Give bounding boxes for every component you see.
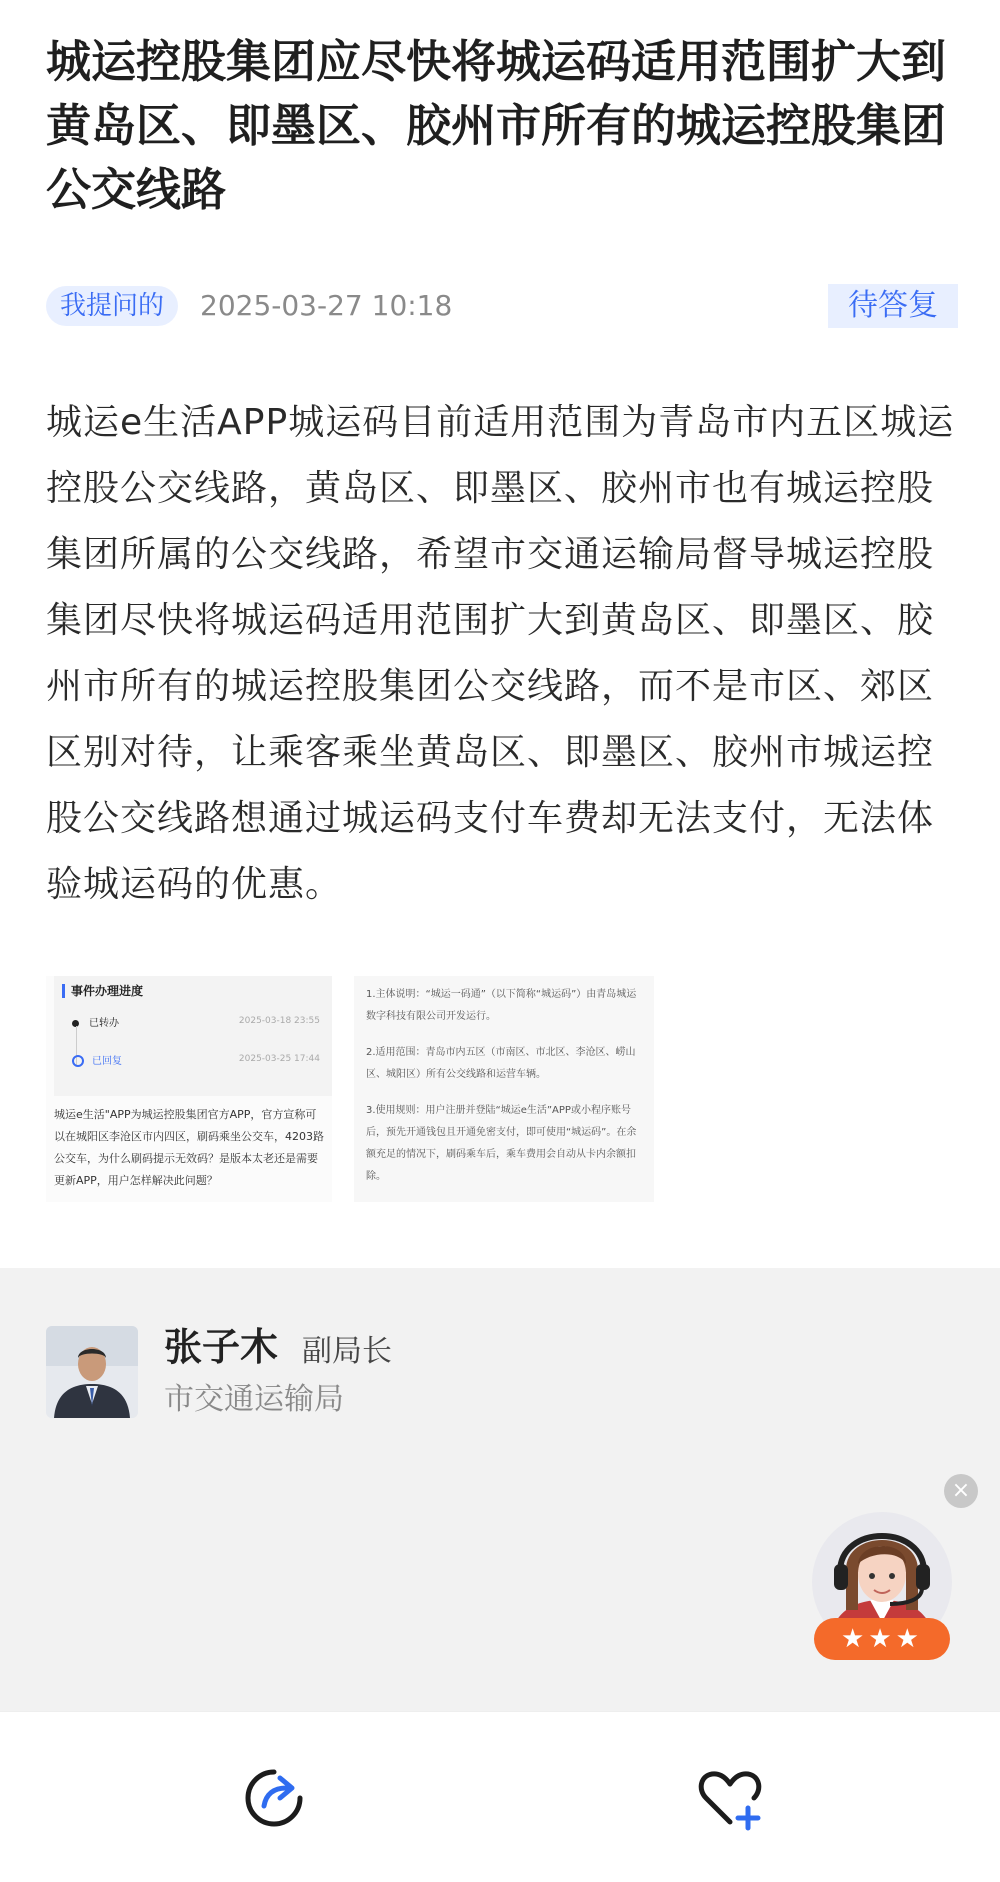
- question-datetime: 2025-03-27 10:18: [200, 289, 453, 322]
- responder-avatar: [46, 1326, 138, 1418]
- rule-item: 2.适用范围：青岛市内五区（市南区、市北区、李沧区、崂山区、城阳区）所有公交线路和运营车辆。: [366, 1047, 636, 1080]
- progress-step-transferred: 已转办: [72, 1014, 119, 1029]
- heart-plus-icon[interactable]: [696, 1764, 764, 1832]
- step-date: 2025-03-25 17:44: [238, 1054, 320, 1064]
- attachment-image-1[interactable]: [46, 976, 332, 1202]
- responder-role: 副局长: [302, 1334, 392, 1369]
- responder-name: 张子木: [164, 1325, 279, 1369]
- bottom-action-bar: [0, 1711, 1000, 1882]
- rule-item: 3.使用规则：用户注册并登陆“城运e生活”APP或小程序账号后，预先开通钱包且开通免密支付，即可使用“城运码”。在余额充足的情况下，刷码乘车后，乘车费用会自动从卡内余额扣除。: [366, 1105, 637, 1182]
- rules-text: [354, 976, 654, 1202]
- step-date: 2025-03-18 23:55: [238, 1016, 320, 1026]
- rating-stars-badge[interactable]: ★★★: [814, 1618, 950, 1660]
- status-badge: 待答复: [828, 284, 958, 328]
- progress-step-replied: 已回复: [72, 1052, 122, 1067]
- attachment-text: 城运e生活"APP为城运控股集团官方APP，官方宣称可以在城阳区李沧区市内四区，刷码乘坐公交车，4203路公交车，为什么刷码提示无效码？是版本太老还是需要更新APP，用户怎样解决此问题？: [54, 1108, 324, 1187]
- close-icon[interactable]: ×: [944, 1474, 978, 1508]
- question-title: 城运控股集团应尽快将城运码适用范围扩大到黄岛区、即墨区、胶州市所有的城运控股集团公交线路: [46, 35, 947, 216]
- attachment-image-2[interactable]: [354, 976, 654, 1202]
- person-photo-icon: [46, 1326, 138, 1418]
- share-icon[interactable]: [240, 1764, 308, 1832]
- responder-department: 市交通运输局: [164, 1382, 344, 1417]
- progress-card: [54, 976, 332, 1096]
- my-question-tag: 我提问的: [46, 286, 178, 326]
- progress-heading: 事件办理进度: [62, 984, 143, 998]
- question-content: 城运e生活APP城运码目前适用范围为青岛市内五区城运控股公交线路，黄岛区、即墨区、胶州市也有城运控股集团所属的公交线路，希望市交通运输局督导城运控股集团尽快将城运码适用范围扩大到黄岛区、即墨区、胶州市所有的城运控股集团公交线路，而不是市区、郊区区别对待，让乘客乘坐黄岛区、即墨区、胶州市城运控股公交线路想通过城运码支付车费却无法支付，无法体验城运码的优惠。: [46, 402, 955, 905]
- question-meta: [46, 284, 958, 330]
- rule-item: 1.主体说明：“城运一码通”（以下简称“城运码”）由青岛城运数字科技有限公司开发运行。: [366, 989, 637, 1022]
- step-ring-icon: [72, 1055, 84, 1067]
